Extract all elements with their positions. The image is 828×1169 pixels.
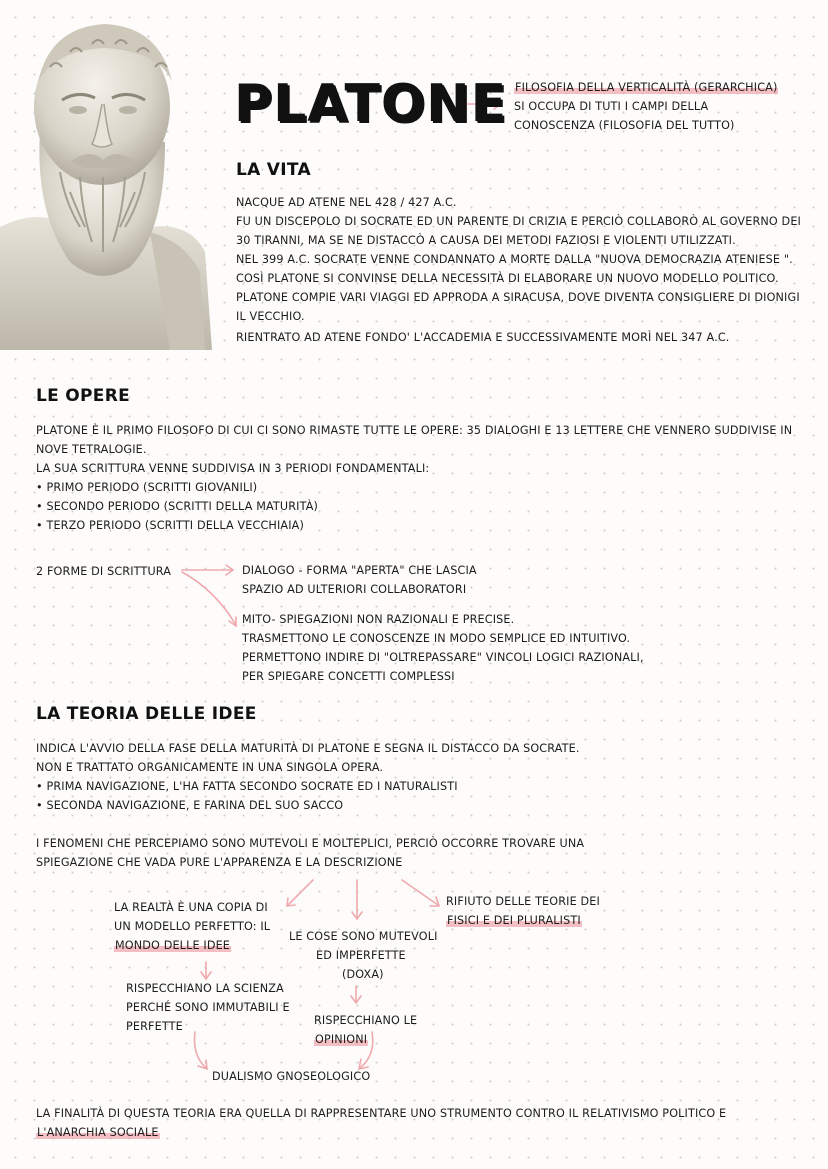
cose-node: (DOXA) bbox=[342, 968, 384, 981]
mito-line: PERMETTONO INDIRE DI "OLTREPASSARE" VINCOLI LOGICI RAZIONALI, bbox=[242, 651, 644, 664]
idee-line: • SECONDA NAVIGAZIONE, E FARINA DEL SUO SACCO bbox=[36, 799, 344, 812]
vita-line: FU UN DISCEPOLO DI SOCRATE ED UN PARENTE DI CRIZIA E PERCIÒ COLLABORÒ AL GOVERNO DEI bbox=[236, 215, 801, 228]
mito-line: TRASMETTONO LE CONOSCENZE IN MODO SEMPLICE ED INTUITIVO. bbox=[242, 632, 631, 645]
vita-line: NEL 399 A.C. SOCRATE VENNE CONDANNATO A MORTE DALLA "NUOVA DEMOCRAZIA ATENIESE ". bbox=[236, 253, 793, 266]
section-heading-idee: LA TEORIA DELLE IDEE bbox=[36, 704, 257, 724]
title-note-3: CONOSCENZA (FILOSOFIA DEL TUTTO) bbox=[514, 119, 735, 132]
section-heading-opere: LE OPERE bbox=[36, 386, 130, 406]
mito-line: PER SPIEGARE CONCETTI COMPLESSI bbox=[242, 670, 455, 683]
opere-period: • SECONDO PERIODO (SCRITTI DELLA MATURITÀ) bbox=[36, 500, 319, 513]
vita-line: PLATONE COMPIE VARI VIAGGI ED APPRODA A SIRACUSA, DOVE DIVENTA CONSIGLIERE DI DIONIGI bbox=[236, 291, 800, 304]
rifiuto-node: RIFIUTO DELLE TEORIE DEI bbox=[446, 895, 600, 908]
dualismo-node: DUALISMO GNOSEOLOGICO bbox=[212, 1070, 371, 1083]
realta-node: MONDO DELLE IDEE bbox=[115, 939, 231, 952]
finalita-line: LA FINALITÀ DI QUESTA TEORIA ERA QUELLA DI RAPPRESENTARE UNO STRUMENTO CONTRO IL RELATIVISMO POLITICO E bbox=[36, 1107, 727, 1120]
section-heading-vita: LA VITA bbox=[236, 160, 311, 180]
finalita-line: L'ANARCHIA SOCIALE bbox=[37, 1126, 159, 1139]
vita-line: IL VECCHIO. bbox=[236, 310, 305, 323]
dialogo-line: SPAZIO AD ULTERIORI COLLABORATORI bbox=[242, 583, 467, 596]
opere-period: • PRIMO PERIODO (SCRITTI GIOVANILI) bbox=[36, 481, 258, 494]
scienza-node: RISPECCHIANO LA SCIENZA bbox=[126, 982, 284, 995]
idee-line: INDICA L'AVVIO DELLA FASE DELLA MATURITÀ DI PLATONE E SEGNA IL DISTACCO DA SOCRATE. bbox=[36, 742, 580, 755]
title-note-1: FILOSOFIA DELLA VERTICALITÀ (GERARCHICA) bbox=[515, 81, 778, 94]
title-note-2: SI OCCUPA DI TUTI I CAMPI DELLA bbox=[514, 100, 709, 113]
fenomeni-line: I FENOMENI CHE PERCEPIAMO SONO MUTEVOLI E MOLTEPLICI, PERCIÒ OCCORRE TROVARE UNA bbox=[36, 837, 585, 850]
vita-line: NACQUE AD ATENE NEL 428 / 427 A.C. bbox=[236, 196, 457, 209]
opere-line: PLATONE È IL PRIMO FILOSOFO DI CUI CI SONO RIMASTE TUTTE LE OPERE: 35 DIALOGHI E 13 LETTERE CHE VENNERO SUDDIVISE IN bbox=[36, 424, 793, 437]
realta-node: UN MODELLO PERFETTO: IL bbox=[114, 920, 271, 933]
opere-line: NOVE TETRALOGIE. bbox=[36, 443, 147, 456]
vita-line: RIENTRATO AD ATENE FONDO' L'ACCADEMIA E SUCCESSIVAMENTE MORÌ NEL 347 A.C. bbox=[236, 331, 730, 344]
opere-period: • TERZO PERIODO (SCRITTI DELLA VECCHIAIA) bbox=[36, 519, 304, 532]
realta-node: LA REALTÀ È UNA COPIA DI bbox=[114, 901, 268, 914]
cose-node: ED IMPERFETTE bbox=[316, 949, 406, 962]
dialogo-line: DIALOGO - FORMA "APERTA" CHE LASCIA bbox=[242, 564, 477, 577]
idee-line: • PRIMA NAVIGAZIONE, L'HA FATTA SECONDO SOCRATE ED I NATURALISTI bbox=[36, 780, 458, 793]
mito-line: MITO- SPIEGAZIONI NON RAZIONALI E PRECISE. bbox=[242, 613, 515, 626]
page-title: PLATONE bbox=[234, 74, 508, 134]
opinioni-node: RISPECCHIANO LE bbox=[314, 1014, 418, 1027]
opere-line: LA SUA SCRITTURA VENNE SUDDIVISA IN 3 PERIODI FONDAMENTALI: bbox=[36, 462, 430, 475]
rifiuto-node: FISICI E DEI PLURALISTI bbox=[447, 914, 581, 927]
cose-node: LE COSE SONO MUTEVOLI bbox=[289, 930, 438, 943]
fenomeni-line: SPIEGAZIONE CHE VADA PURE L'APPARENZA E LA DESCRIZIONE bbox=[36, 856, 403, 869]
vita-line: COSÌ PLATONE SI CONVINSE DELLA NECESSITÀ DI ELABORARE UN NUOVO MODELLO POLITICO. bbox=[236, 272, 779, 285]
vita-line: 30 TIRANNI, MA SE NE DISTACCÒ A CAUSA DEI METODI FAZIOSI E VIOLENTI UTILIZZATI. bbox=[236, 234, 736, 247]
forme-label: 2 FORME DI SCRITTURA bbox=[36, 565, 172, 578]
idee-line: NON E TRATTATO ORGANICAMENTE IN UNA SINGOLA OPERA. bbox=[36, 761, 384, 774]
opinioni-node: OPINIONI bbox=[315, 1033, 368, 1046]
scienza-node: PERFETTE bbox=[126, 1020, 183, 1033]
scienza-node: PERCHÉ SONO IMMUTABILI E bbox=[126, 1001, 290, 1014]
